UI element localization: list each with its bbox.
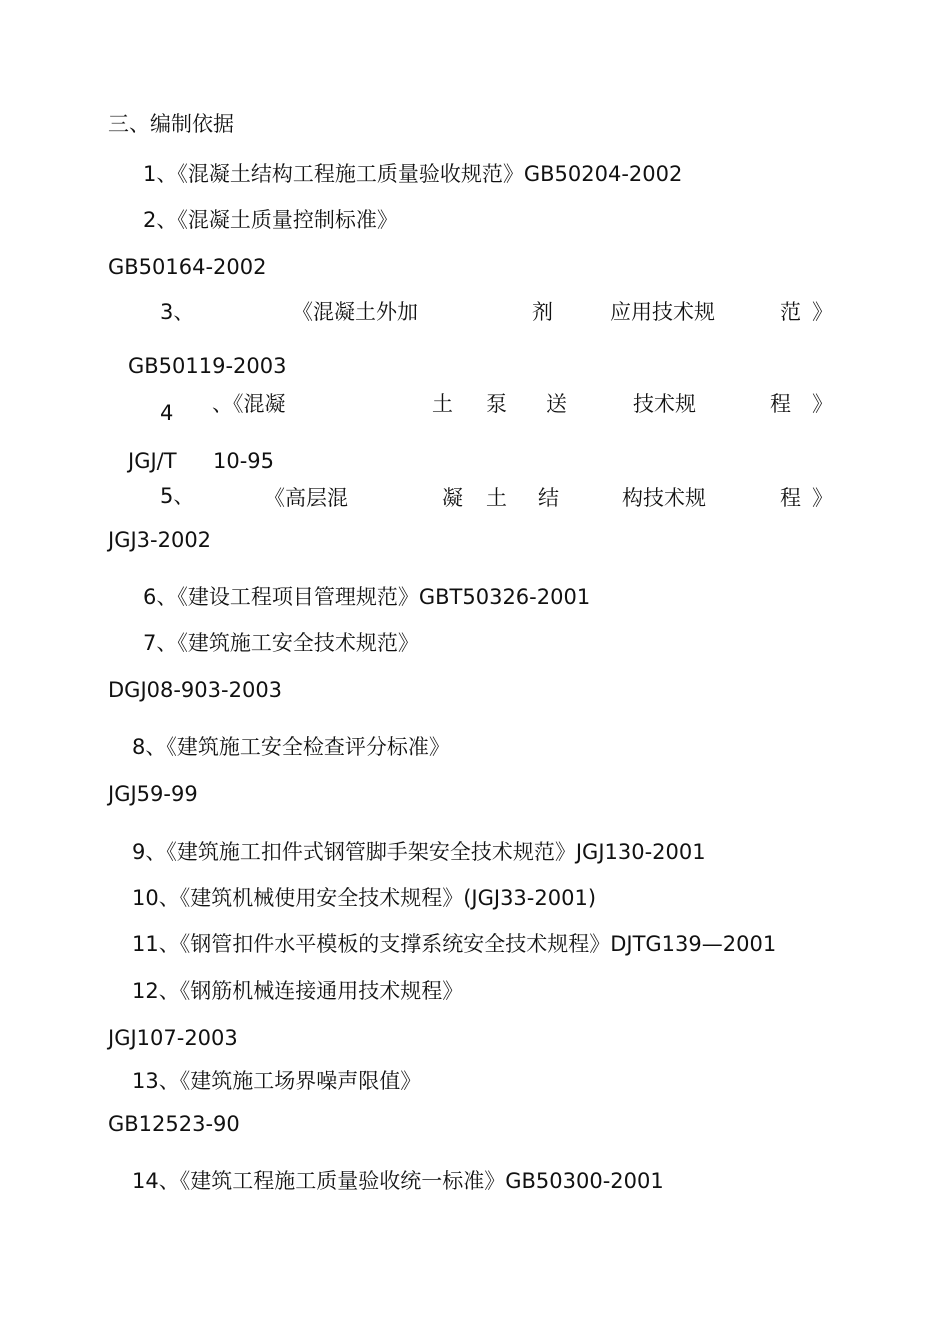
reference-item-3-title-part: 应用技术规 bbox=[610, 300, 715, 324]
reference-item-4-number: 4 bbox=[160, 401, 174, 425]
reference-item-4-title-part: 、《混凝 bbox=[212, 392, 286, 416]
reference-item-5-code: JGJ3-2002 bbox=[108, 528, 212, 552]
reference-item-1: 1、《混凝土结构工程施工质量验收规范》GB50204-2002 bbox=[143, 162, 683, 186]
reference-item-4-title-part: 》 bbox=[812, 392, 833, 416]
reference-item-3-title-part: 范 bbox=[780, 300, 801, 324]
reference-item-2-code: GB50164-2002 bbox=[108, 255, 267, 279]
reference-item-13-code: GB12523-90 bbox=[108, 1112, 240, 1136]
reference-item-4-title-part: 泵 bbox=[486, 392, 507, 416]
reference-item-5-title-part: 凝 bbox=[442, 486, 463, 510]
reference-item-5-title-part: 《高层混 bbox=[264, 486, 348, 510]
reference-item-6: 6、《建设工程项目管理规范》GBT50326-2001 bbox=[143, 585, 591, 609]
reference-item-3-title-part: 《混凝土外加 bbox=[292, 300, 418, 324]
reference-item-4-code-part: 10-95 bbox=[213, 449, 275, 473]
reference-item-5-title-part: 》 bbox=[812, 486, 833, 510]
reference-item-3-title-part: 剂 bbox=[532, 300, 553, 324]
reference-item-4-code-part: JGJ/T bbox=[128, 449, 177, 473]
reference-item-4-title-part: 程 bbox=[770, 392, 791, 416]
reference-item-7-code: DGJ08-903-2003 bbox=[108, 678, 283, 702]
reference-item-3-code: GB50119-2003 bbox=[128, 354, 287, 378]
reference-item-8: 8、《建筑施工安全检查评分标准》 bbox=[132, 735, 450, 759]
reference-item-4-title-part: 土 bbox=[432, 392, 453, 416]
reference-item-4-title-part: 技术规 bbox=[633, 392, 696, 416]
reference-item-4-title-part: 送 bbox=[546, 392, 567, 416]
reference-item-12-code: JGJ107-2003 bbox=[108, 1026, 238, 1050]
reference-item-8-code: JGJ59-99 bbox=[108, 782, 198, 806]
reference-item-14: 14、《建筑工程施工质量验收统一标准》GB50300-2001 bbox=[132, 1169, 664, 1193]
reference-item-5-title-part: 土 bbox=[486, 486, 507, 510]
reference-item-9: 9、《建筑施工扣件式钢管脚手架安全技术规范》JGJ130-2001 bbox=[132, 840, 706, 864]
reference-item-11: 11、《钢管扣件水平模板的支撑系统安全技术规程》DJTG139—2001 bbox=[132, 932, 777, 956]
reference-item-5-title-part: 结 bbox=[538, 486, 559, 510]
reference-item-5-title-part: 构技术规 bbox=[622, 486, 706, 510]
reference-item-5-number: 5、 bbox=[160, 484, 195, 508]
reference-item-12: 12、《钢筋机械连接通用技术规程》 bbox=[132, 979, 464, 1003]
reference-item-13: 13、《建筑施工场界噪声限值》 bbox=[132, 1069, 422, 1093]
reference-item-5-title-part: 程 bbox=[780, 486, 801, 510]
reference-item-7: 7、《建筑施工安全技术规范》 bbox=[143, 631, 419, 655]
reference-item-3-title-part: 》 bbox=[812, 300, 833, 324]
reference-item-10: 10、《建筑机械使用安全技术规程》(JGJ33-2001) bbox=[132, 886, 597, 910]
section-heading: 三、编制依据 bbox=[108, 112, 234, 136]
reference-item-2: 2、《混凝土质量控制标准》 bbox=[143, 208, 398, 232]
reference-item-3-number: 3、 bbox=[160, 300, 195, 324]
